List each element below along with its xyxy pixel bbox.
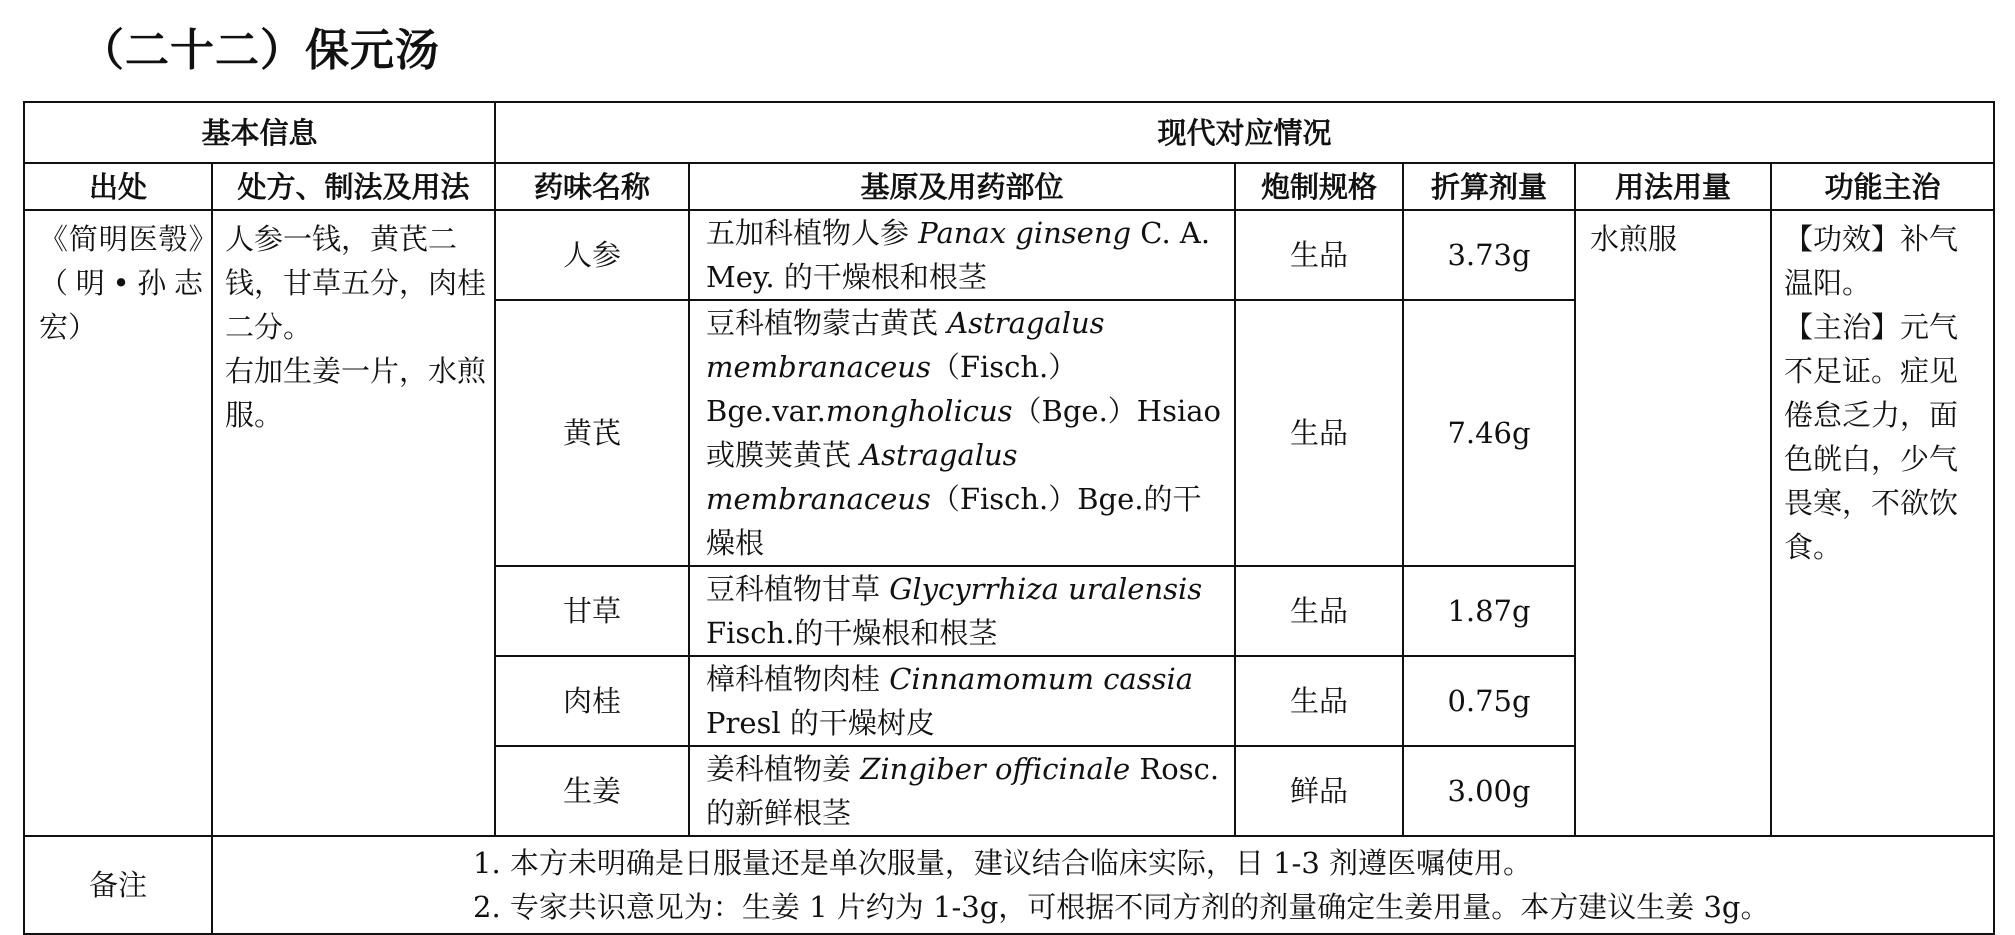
origin-text: Presl 的干燥树皮: [706, 706, 935, 740]
usage-cell: 水煎服: [1575, 210, 1771, 836]
header-origin: 基原及用药部位: [689, 163, 1235, 210]
note-line: 1. 本方未明确是日服量还是单次服量，建议结合临床实际，日 1-3 剂遵医嘱使用。: [473, 846, 1533, 880]
header-function: 功能主治: [1771, 163, 1994, 210]
origin-text: （Fisch.）Bge.var.: [706, 350, 1078, 428]
latin-name: Astragalus membranaceus: [706, 306, 1105, 384]
herb-dose: 0.75g: [1403, 656, 1575, 746]
notes-row: [24, 836, 1994, 934]
origin-text: C. A. Mey. 的干燥根和根茎: [706, 216, 1211, 294]
origin-text: Fisch.的干燥根和根茎: [706, 616, 998, 650]
herb-name: 黄芪: [495, 300, 689, 566]
herb-origin: [689, 746, 1235, 836]
origin-text: 豆科植物蒙古黄芪: [706, 306, 948, 340]
herb-processing: 生品: [1235, 656, 1403, 746]
notes-cell: [212, 836, 1994, 934]
header-modern-info: 现代对应情况: [495, 102, 1994, 163]
source-cell: 《简明医彀》（明•孙志宏）: [24, 210, 212, 836]
herb-name: 生姜: [495, 746, 689, 836]
origin-text: Rosc.的新鲜根茎: [706, 752, 1220, 830]
herb-processing: 鲜品: [1235, 746, 1403, 836]
origin-text: 豆科植物甘草: [706, 572, 890, 606]
herb-name: 肉桂: [495, 656, 689, 746]
origin-text: （Bge.）Hsiao 或膜荚黄芪: [706, 394, 1221, 472]
latin-name: Cinnamomum cassia: [889, 662, 1194, 696]
origin-text: 五加科植物人参: [706, 216, 919, 250]
herb-processing: 生品: [1235, 210, 1403, 300]
herb-dose: 1.87g: [1403, 566, 1575, 656]
prescription-table: [23, 101, 1995, 935]
header-dose: 折算剂量: [1403, 163, 1575, 210]
header-processing: 炮制规格: [1235, 163, 1403, 210]
herb-origin: [689, 210, 1235, 300]
latin-name: Panax ginseng: [918, 216, 1132, 250]
herb-origin: [689, 656, 1235, 746]
herb-name: 甘草: [495, 566, 689, 656]
herb-processing: 生品: [1235, 300, 1403, 566]
herb-dose: 3.00g: [1403, 746, 1575, 836]
group-header-row: [24, 102, 1994, 163]
origin-text: 姜科植物姜: [706, 752, 861, 786]
latin-name: Glycyrrhiza uralensis: [889, 572, 1203, 606]
table-row: [24, 210, 1994, 300]
notes-label: 备注: [24, 836, 212, 934]
latin-name: Astragalus membranaceus: [706, 438, 1018, 516]
header-herb-name: 药味名称: [495, 163, 689, 210]
latin-name: mongholicus: [825, 394, 1013, 428]
prescription-line: 右加生姜一片，水煎服。: [225, 354, 487, 432]
column-header-row: [24, 163, 1994, 210]
herb-origin: [689, 566, 1235, 656]
function-indication: 【主治】元气不足证。症见倦怠乏力，面色㿠白，少气畏寒，不欲饮食。: [1784, 310, 1959, 564]
function-cell: [1771, 210, 1994, 836]
header-basic-info: 基本信息: [24, 102, 495, 163]
herb-dose: 7.46g: [1403, 300, 1575, 566]
prescription-line: 人参一钱，黄芪二钱，甘草五分，肉桂二分。: [225, 222, 487, 344]
header-prescription: 处方、制法及用法: [212, 163, 495, 210]
function-effect: 【功效】补气温阳。: [1784, 222, 1959, 300]
herb-name: 人参: [495, 210, 689, 300]
herb-processing: 生品: [1235, 566, 1403, 656]
latin-name: Zingiber officinale: [860, 752, 1131, 786]
origin-text: （Fisch.）Bge.的干燥根: [706, 482, 1202, 560]
note-line: 2. 专家共识意见为：生姜 1 片约为 1-3g，可根据不同方剂的剂量确定生姜用量。本方建议生姜 3g。: [473, 890, 1770, 924]
page-title: （二十二）保元汤: [80, 25, 440, 76]
header-source: 出处: [24, 163, 212, 210]
herb-dose: 3.73g: [1403, 210, 1575, 300]
prescription-cell: [212, 210, 495, 836]
origin-text: 樟科植物肉桂: [706, 662, 890, 696]
herb-origin: [689, 300, 1235, 566]
header-usage: 用法用量: [1575, 163, 1771, 210]
